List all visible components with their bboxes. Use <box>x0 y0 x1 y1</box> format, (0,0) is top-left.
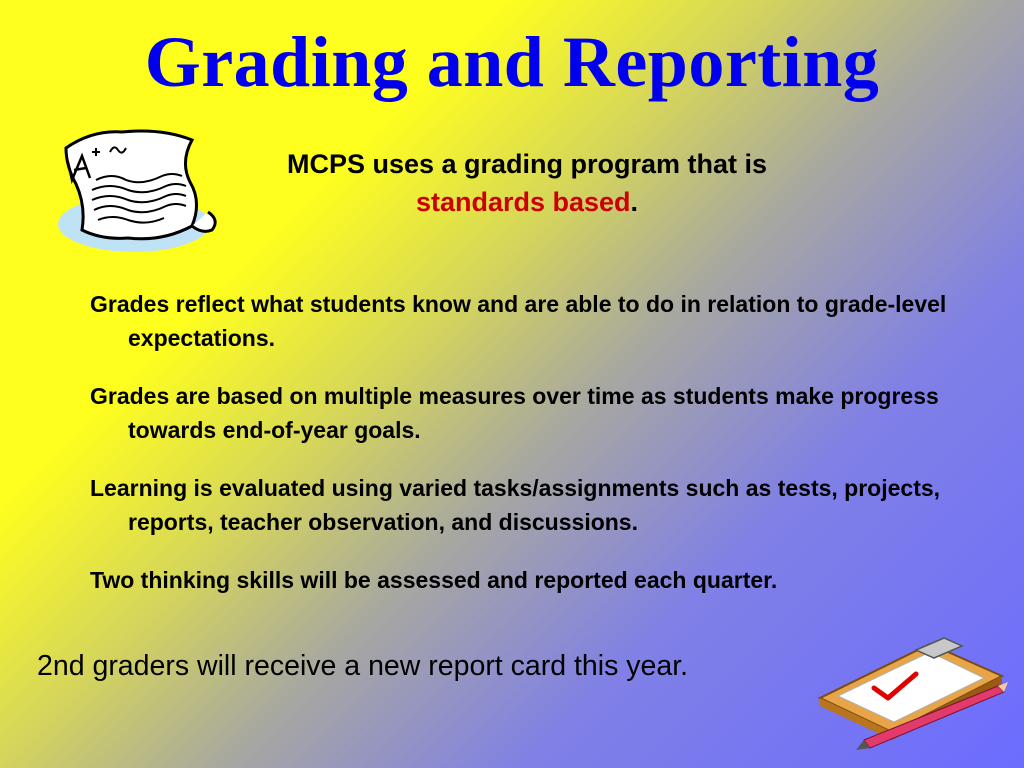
standards-based-highlight: standards based <box>415 187 631 217</box>
footer-text: 2nd graders will receive a new report card this year. <box>37 650 689 682</box>
subtitle-period: . <box>630 187 639 217</box>
bullet-item: Grades are based on multiple measures over time as students make progress towards end-of-year goals. <box>90 383 939 443</box>
clipboard-pencil-icon <box>812 636 1012 759</box>
bullet-item: Learning is evaluated using varied tasks/assignments such as tests, projects, reports, teacher observation, and discussions. <box>90 475 941 535</box>
bullet-item: Two thinking skills will be assessed and reported each quarter. <box>90 567 778 593</box>
slide-title: Grading and Reporting <box>144 22 880 102</box>
subtitle-line: MCPS uses a grading program that is <box>286 149 768 179</box>
graded-paper-icon <box>52 122 227 267</box>
bullet-list <box>90 287 1000 621</box>
subtitle-line-2 <box>232 183 822 221</box>
subtitle <box>232 145 822 221</box>
bullet-item: Grades reflect what students know and are able to do in relation to grade-level expectations. <box>90 291 947 351</box>
